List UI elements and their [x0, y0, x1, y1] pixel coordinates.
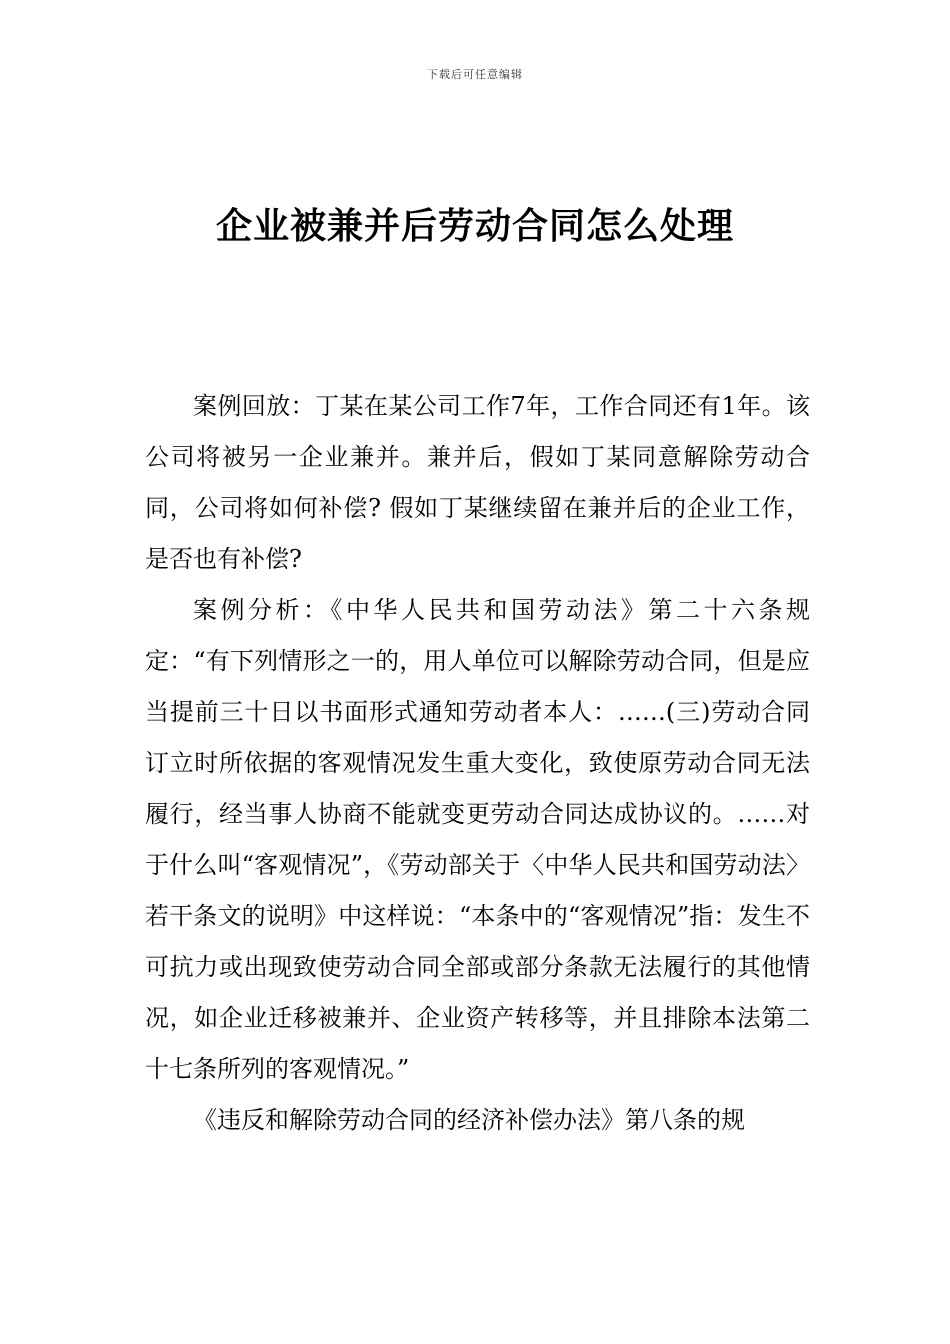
document-title: 企业被兼并后劳动合同怎么处理 — [215, 205, 734, 247]
paragraph-case-review: 案例回放：丁某在某公司工作7年，工作合同还有1年。该公司将被另一企业兼并。兼并后，假如丁某同意解除劳动合同，公司将如何补偿? 假如丁某继续留在兼并后的企业工作，是否也有补偿? — [145, 392, 810, 573]
paragraph-case-analysis: 案例分析：《中华人民共和国劳动法》第二十六条规定：“有下列情形之一的，用人单位可以解除劳动合同，但是应当提前三十日以书面形式通知劳动者本人：……(三)劳动合同订立时所依据的客观情况发生重大变化，致使原劳动合同无法履行，经当事人协商不能就变更劳动合同达成协议的。……对于什么叫“客观情况”，《劳动部关于〈中华人民共和国劳动法〉若干条文的说明》中这样说：“本条中的“客观情况”指：发生不可抗力或出现致使劳动合同全部或部分条款无法履行的其他情况，如企业迁移被兼并、企业资产转移等，并且排除本法第二十七条所列的客观情况。” — [145, 596, 810, 1083]
paragraph-compensation-rules: 《违反和解除劳动合同的经济补偿办法》第八条的规 — [193, 1106, 745, 1134]
header-note: 下载后可任意编辑 — [427, 68, 523, 81]
document-body — [145, 381, 810, 1146]
